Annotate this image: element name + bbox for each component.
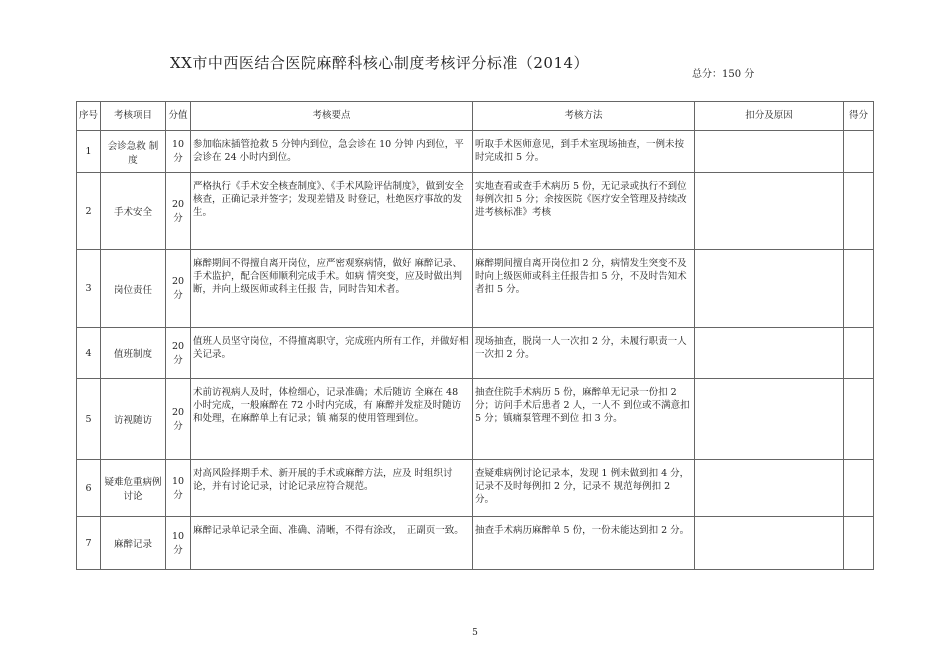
row-no: 5	[77, 379, 101, 460]
row-got	[844, 328, 874, 379]
row-got	[844, 517, 874, 570]
scoring-table	[76, 101, 874, 570]
table-row	[77, 517, 874, 570]
row-got	[844, 379, 874, 460]
row-method: 抽查住院手术病历 5 份，麻醉单无记录一份扣 2 分；访问手术后患者 2 人，一人不 到位或不满意扣 5 分；镇痛泵管理不到位 扣 3 分。	[473, 379, 695, 460]
row-no: 1	[77, 131, 101, 173]
row-score: 10分	[166, 460, 191, 517]
table-row	[77, 250, 874, 328]
row-method: 麻醉期间擅自离开岗位扣 2 分，病情发生突变不及时向上级医师或科主任报告扣 5 分，不及时告知术者扣 5 分。	[473, 250, 695, 328]
row-score: 20分	[166, 250, 191, 328]
row-item: 疑难危重病例讨论	[101, 460, 166, 517]
row-deduct	[695, 250, 844, 328]
row-item: 值班制度	[101, 328, 166, 379]
row-points: 术前访视病人及时，体检细心，记录准确；术后随访 全麻在 48 小时完成，一般麻醉在 72 小时内完成，有 麻醉并发症及时随访和处理，在麻醉单上有记录；镇 痛泵的使用管理到位。	[191, 379, 473, 460]
table-row	[77, 460, 874, 517]
header-deduct: 扣分及原因	[695, 102, 844, 131]
row-got	[844, 173, 874, 250]
row-deduct	[695, 328, 844, 379]
header-method: 考核方法	[473, 102, 695, 131]
row-item: 岗位责任	[101, 250, 166, 328]
table-row	[77, 131, 874, 173]
row-points: 参加临床插管抢救 5 分钟内到位，急会诊在 10 分钟 内到位，平会诊在 24 小时内到位。	[191, 131, 473, 173]
row-points: 值班人员坚守岗位，不得擅离职守，完成班内所有工作，并做好相关记录。	[191, 328, 473, 379]
row-no: 6	[77, 460, 101, 517]
row-method: 现场抽查，脱岗一人一次扣 2 分，未履行职责一人一次扣 2 分。	[473, 328, 695, 379]
row-got	[844, 460, 874, 517]
row-method: 听取手术医师意见，到手术室现场抽查，一例未按时完成扣 5 分。	[473, 131, 695, 173]
row-no: 4	[77, 328, 101, 379]
row-no: 7	[77, 517, 101, 570]
row-method: 实地查看或查手术病历 5 份，无记录或执行不到位每例次扣 5 分；余按医院《医疗安全管理及持续改进考核标准》考核	[473, 173, 695, 250]
page-number: 5	[472, 628, 478, 638]
row-score: 10分	[166, 517, 191, 570]
header-no: 序号	[77, 102, 101, 131]
row-item: 会诊急救 制度	[101, 131, 166, 173]
row-method: 查疑难病例讨论记录本，发现 1 例未做到扣 4 分，记录不及时每例扣 2 分，记录不 规范每例扣 2 分。	[473, 460, 695, 517]
header-got: 得分	[844, 102, 874, 131]
total-score: 总分：150 分	[692, 69, 755, 80]
row-score: 20分	[166, 328, 191, 379]
row-item: 访视随访	[101, 379, 166, 460]
row-deduct	[695, 379, 844, 460]
row-no: 3	[77, 250, 101, 328]
row-method: 抽查手术病历麻醉单 5 份，一份未能达到扣 2 分。	[473, 517, 695, 570]
row-item: 麻醉记录	[101, 517, 166, 570]
header-score: 分值	[166, 102, 191, 131]
row-deduct	[695, 517, 844, 570]
row-deduct	[695, 460, 844, 517]
row-no: 2	[77, 173, 101, 250]
row-score: 20分	[166, 379, 191, 460]
row-score: 10分	[166, 131, 191, 173]
table-row	[77, 328, 874, 379]
table-row	[77, 379, 874, 460]
row-points: 对高风险择期手术、新开展的手术或麻醉方法，应及 时组织讨论，并有讨论记录，讨论记录应符合规范。	[191, 460, 473, 517]
row-points: 麻醉记录单记录全面、准确、清晰，不得有涂改， 正副页一致。	[191, 517, 473, 570]
row-got	[844, 250, 874, 328]
row-deduct	[695, 131, 844, 173]
row-score: 20分	[166, 173, 191, 250]
table-row	[77, 173, 874, 250]
header-points: 考核要点	[191, 102, 473, 131]
row-got	[844, 131, 874, 173]
row-points: 麻醉期间不得擅自离开岗位，应严密观察病情，做好 麻醉记录、手术监护，配合医师顺利完成手术。如病 情突变，应及时做出判断，并向上级医师或科主任报 告，同时告知术者。	[191, 250, 473, 328]
table-header-row	[77, 102, 874, 131]
row-deduct	[695, 173, 844, 250]
document-title: XX市中西医结合医院麻醉科核心制度考核评分标准（2014）	[170, 54, 590, 72]
row-points: 严格执行《手术安全核查制度》、《手术风险评估制度》，做到安全核查，正确记录并签字；发现差错及 时登记，杜绝医疗事故的发生。	[191, 173, 473, 250]
header-item: 考核项目	[101, 102, 166, 131]
row-item: 手术安全	[101, 173, 166, 250]
